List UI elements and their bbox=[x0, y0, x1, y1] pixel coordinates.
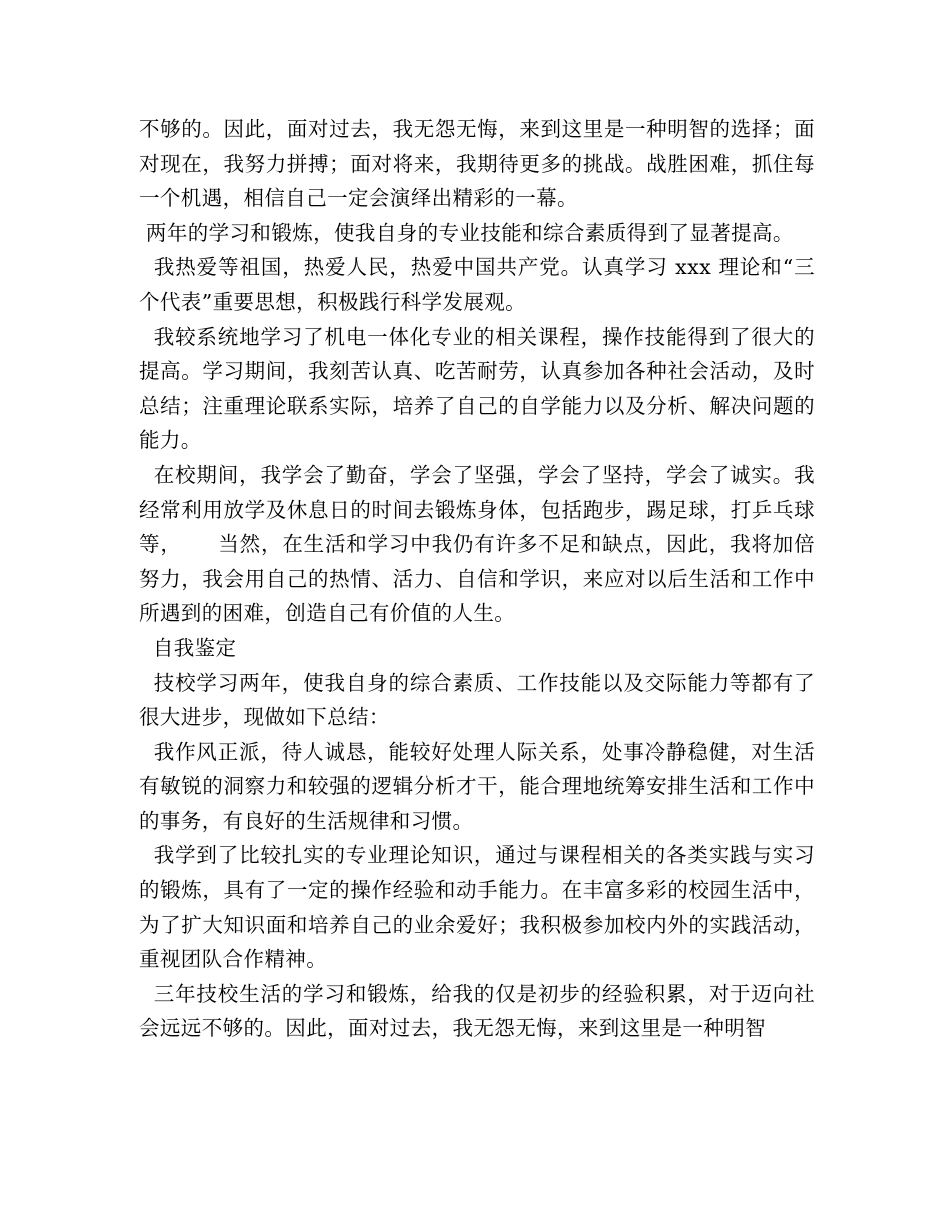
paragraph-patriotism: 我热爱等祖国，热爱人民，热爱中国共产党。认真学习 xxx 理论和“三个代表”重要思想，积极践行科学发展观。 bbox=[139, 255, 815, 314]
paragraph-professional-knowledge: 我学到了比较扎实的专业理论知识，通过与课程相关的各类实践与实习的锻炼，具有了一定的操作经验和动手能力。在丰富多彩的校园生活中，为了扩大知识面和培养自己的业余爱好；我积极参加校内外的实践活动，重视团队合作精神。 bbox=[139, 843, 815, 972]
paragraph-two-years-study: 两年的学习和锻炼，使我自身的专业技能和综合素质得到了显著提高。 bbox=[139, 220, 794, 245]
paragraph-continuation: 不够的。因此，面对过去，我无怨无悔，来到这里是一种明智的选择；面对现在，我努力拼搏；面对将来，我期待更多的挑战。战胜困难，抓住每一个机遇，相信自己一定会演绎出精彩的一幕。 bbox=[139, 117, 815, 211]
paragraph-character: 我作风正派，待人诚恳，能较好处理人际关系，处事冷静稳健，对生活有敏锐的洞察力和较强的逻辑分析才干，能合理地统筹安排生活和工作中的事务，有良好的生活规律和习惯。 bbox=[139, 739, 815, 833]
paragraph-major-courses: 我较系统地学习了机电一体化专业的相关课程，操作技能得到了很大的提高。学习期间，我刻苦认真、吃苦耐劳，认真参加各种社会活动，及时总结；注重理论联系实际，培养了自己的自学能力以及分析、解决问题的能力。 bbox=[139, 324, 815, 453]
paragraph-two-years-tech-school: 技校学习两年，使我自身的综合素质、工作技能以及交际能力等都有了很大进步，现做如下总结： bbox=[139, 670, 815, 730]
document-page bbox=[139, 112, 815, 1046]
paragraph-school-life: 在校期间，我学会了勤奋，学会了坚强，学会了坚持，学会了诚实。我经常利用放学及休息日的时间去锻炼身体，包括跑步，踢足球，打乒乓球等， 当然，在生活和学习中我仍有许多不足和缺点，因此，我将加倍努力，我会用自己的热情、活力、自信和学识，来应对以后生活和工作中所遇到的困难，创造自己有价值的人生。 bbox=[139, 462, 815, 626]
paragraph-three-years-summary: 三年技校生活的学习和锻炼，给我的仅是初步的经验积累，对于迈向社会远远不够的。因此，面对过去，我无怨无悔，来到这里是一种明智 bbox=[139, 981, 815, 1041]
section-heading-self-assessment: 自我鉴定 bbox=[139, 635, 237, 660]
